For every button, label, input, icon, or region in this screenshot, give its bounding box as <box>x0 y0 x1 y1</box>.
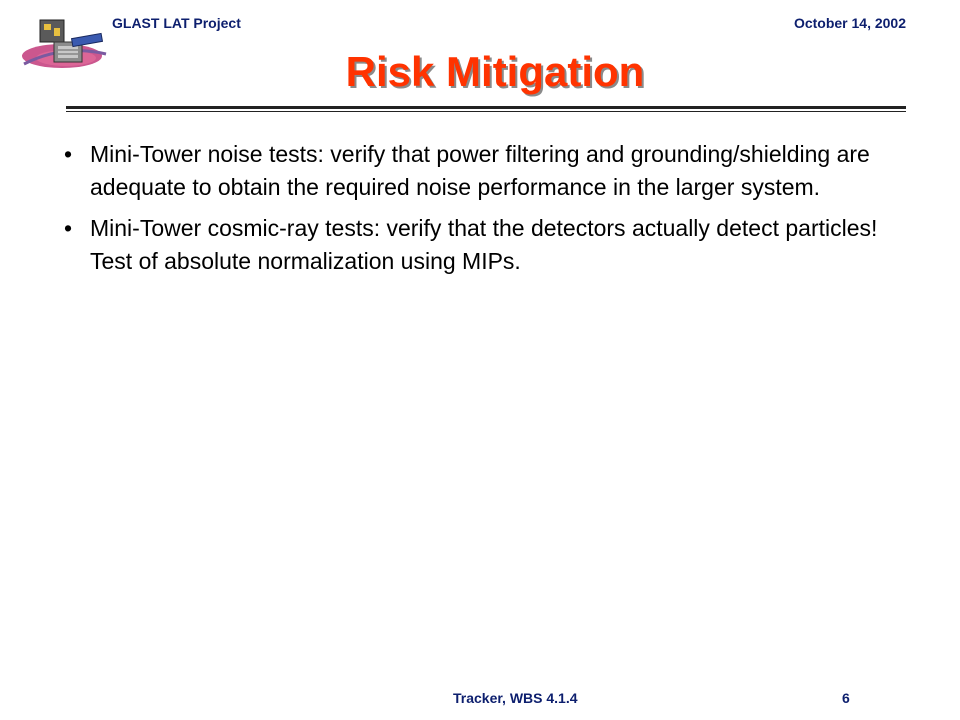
title-rule-thin <box>66 111 906 112</box>
bullet-text: Mini-Tower cosmic-ray tests: verify that the detectors actually detect particles! Test of absolute normalization using MIPs. <box>90 215 878 274</box>
bullet-dot-icon: • <box>64 141 73 167</box>
footer-label: Tracker, WBS 4.1.4 <box>453 690 578 706</box>
header-project: GLAST LAT Project <box>112 15 241 31</box>
bullet-text: Mini-Tower noise tests: verify that power filtering and grounding/shielding are adequate to obtain the required noise performance in the larger system. <box>90 141 870 200</box>
page-number: 6 <box>842 690 850 706</box>
bullet-list <box>62 138 912 286</box>
bullet-dot-icon: • <box>64 215 73 241</box>
bullet-item <box>62 212 912 278</box>
header-date: October 14, 2002 <box>793 15 906 31</box>
bullet-item <box>62 138 912 204</box>
title-rule-thick <box>66 106 906 109</box>
slide-title: Risk Mitigation <box>345 48 645 95</box>
